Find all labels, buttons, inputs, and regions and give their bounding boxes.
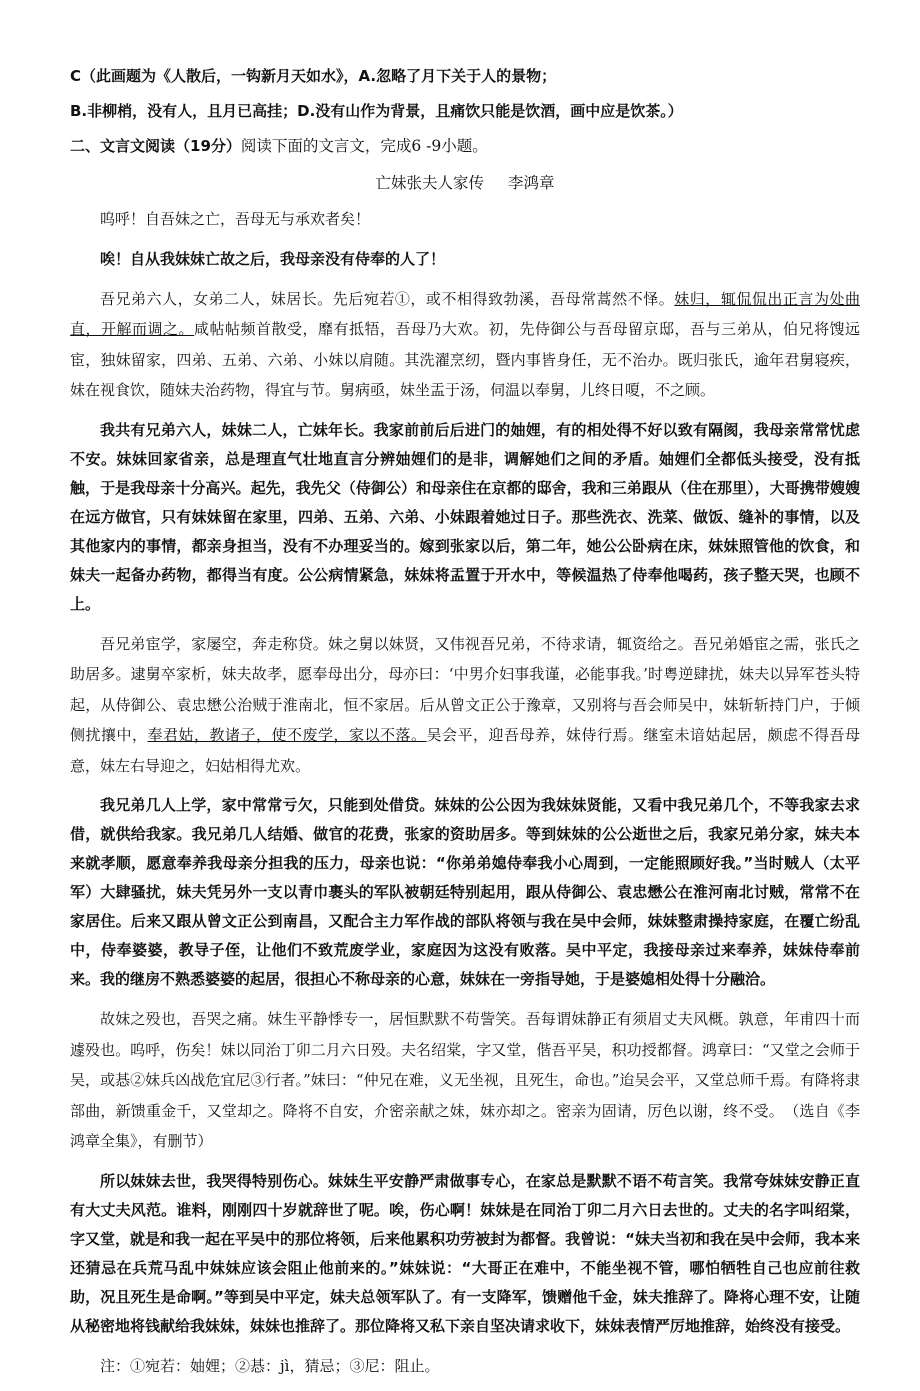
classical-text: 吴会平，迎吾母养，妹侍行焉。继室未谙姑起居，颇虑不得吾母意，妹左右导迎之，妇姑相得尤欢。 xyxy=(70,726,860,775)
classical-text: 故妹之殁也，吾哭之痛。妹生平静悸专一，居恒默默不苟訾笑。吾每谓妹静正有须眉丈夫风概。孰意，年甫四十而遽殁也。呜呼，伤矣！妹以同治丁卯二月六日殁。夫名绍棠，字又堂，偕吾平吴，积功授都督。鸿章曰：“又堂之会师于吴，或惎②妹兵凶战危宜尼③行者。”妹曰：“仲兄在难，义无坐视，且死生，命也。”迨吴会平，又堂总师千焉。有降将隶部曲，新馈重金千，又堂却之。降将不自安，介密亲献之妹，妹亦却之。密亲为固请，厉色以谢，终不受。 xyxy=(70,1010,860,1120)
article-title-text: 亡妹张夫人家传 xyxy=(375,174,484,192)
translation-paragraph-2: 我共有兄弟六人，妹妹二人，亡妹年长。我家前前后后进门的妯娌，有的相处得不好以致有隔阂，我母亲常常忧虑不安。妹妹回家省亲，总是理直气壮地直言分辨妯娌们的是非，调解她们之间的矛盾。妯娌们全都低头接受，没有抵触，于是我母亲十分高兴。起先，我先父（侍御公）和母亲住在京都的邸舍，我和三弟跟从（住在那里），大哥携带嫂嫂在远方做官，只有妹妹留在家里，四弟、五弟、六弟、小妹跟着她过日子。那些洗衣、洗菜、做饭、缝补的事情，以及其他家内的事情，都亲身担当，没有不办理妥当的。嫁到张家以后，第二年，她公公卧病在床，妹妹照管他的饮食，和妹夫一起备办药物，都得当有度。公公病情紧急，妹妹将盂置于开水中，等候温热了侍奉他喝药，孩子整天哭，也顾不上。 xyxy=(70,420,860,613)
classical-text: 吾兄弟六人，女弟二人，妹居长。先后宛若①，或不相得致勃溪，吾母常蒿然不怿。 xyxy=(100,289,675,308)
underlined-sentence: 妹归，辄侃侃出正言为处曲直，开解而调之。 xyxy=(70,289,860,338)
answer-line-2: B.非柳梢，没有人，且月已高挂；D.没有山作为背景，且痛饮只能是饮酒，画中应是饮茶。） xyxy=(70,102,683,120)
document-page xyxy=(70,62,860,1391)
classical-paragraph-4 xyxy=(70,1004,860,1157)
section-heading: 二、文言文阅读（19分） xyxy=(70,137,241,155)
classical-paragraph-1: 呜呼！自吾妹之亡，吾母无与承欢者矣！ xyxy=(100,210,371,228)
classical-paragraph-3 xyxy=(70,629,860,782)
article-title xyxy=(70,169,860,198)
translation-paragraph-1: 唉！自从我妹妹亡故之后，我母亲没有侍奉的人了！ xyxy=(100,249,446,268)
classical-text: 咸帖帖频首散受，靡有抵牾，吾母乃大欢。初，先侍御公与吾母留京邸，吾与三弟从，伯兄将馊远宦，独妹留家，四弟、五弟、六弟、小妹以肩随。其洗濯烹纫，暨内事皆身任，无不治办。既归张氏，逾年君舅寝疾，妹在视食饮，随妹夫治药物，得宜与节。舅病亟，妹坐盂于汤，伺温以奉舅，儿终日嗄，不之顾。 xyxy=(70,320,860,399)
underlined-sentence: 奉君姑，教诸子，使不废学，家以不落。 xyxy=(147,726,427,744)
section-instruction: 阅读下面的文言文，完成6 -9小题。 xyxy=(240,137,488,155)
answer-line-1: C（此画题为《人散后，一钩新月天如水》，A.忽略了月下关于人的景物； xyxy=(70,67,557,85)
classical-paragraph-2 xyxy=(70,284,860,406)
footnote: 注：①宛若：妯娌；②惎：jì，猜忌；③尼：阻止。 xyxy=(100,1356,440,1375)
source-citation: （选自《李鸿章全集》，有删节） xyxy=(70,1101,860,1150)
translation-paragraph-4: 所以妹妹去世，我哭得特别伤心。妹妹生平安静严肃做事专心，在家总是默默不语不苟言笑。我常夸妹妹安静正直有大丈夫风范。谁料，刚刚四十岁就辞世了呢。唉，伤心啊！妹妹是在同治丁卯二月六日去世的。丈夫的名字叫绍棠，字又堂，就是和我一起在平吴中的那位将领，后来他累积功劳被封为都督。我曾说：“妹夫当初和我在吴中会师，我本来还猜忌在兵荒马乱中妹妹应该会阻止他前来的。”妹妹说：“大哥正在难中，不能坐视不管，哪怕牺牲自己也应前往救助，况且死生是命啊。”等到吴中平定，妹夫总领军队了。有一支降军，馈赠他千金，妹夫推辞了。降将心理不安，让随从秘密地将钱献给我妹妹，妹妹也推辞了。那位降将又私下亲自坚决请求收下，妹妹表情严厉地推辞，始终没有接受。 xyxy=(70,1171,860,1335)
article-author: 李鸿章 xyxy=(508,174,555,192)
classical-text: 吾兄弟宦学，家屡空，奔走称贷。妹之舅以妹贤，又伟视吾兄弟，不待求请，辄资给之。吾兄弟婚宦之需，张氏之助居多。逮舅卒家析，妹夫故孝，愿奉母出分，母亦曰：‘中男介妇事我谨，必能事我。’时粤逆肆扰，妹夫以异军苍头特起，从侍御公、袁忠懋公治贼于淮南北，恒不家居。后从曾文正公于豫章，又别将与吾会师吴中，妹斩斩持门户，于倾侧扰攘中， xyxy=(70,634,860,744)
translation-paragraph-3: 我兄弟几人上学，家中常常亏欠，只能到处借贷。妹妹的公公因为我妹妹贤能，又看中我兄弟几个，不等我家去求借，就供给我家。我兄弟几人结婚、做官的花费，张家的资助居多。等到妹妹的公公逝世之后，我家兄弟分家，妹夫本来就孝顺，愿意奉养我母亲分担我的压力，母亲也说：“你弟弟媳侍奉我小心周到，一定能照顾好我。”当时贼人（太平军）大肆骚扰，妹夫凭另外一支以青巾裹头的军队被朝廷特别起用，跟从侍御公、袁忠懋公在淮河南北讨贼，常常不在家居住。后来又跟从曾文正公到南昌，又配合主力军作战的部队将领与我在吴中会师，妹妹整肃操持家庭，在覆亡纷乱中，侍奉婆婆，教导子侄，让他们不致荒废学业，家庭因为这没有败落。吴中平定，我接母亲过来奉养，妹妹侍奉前来。我的继房不熟悉婆婆的起居，很担心不称母亲的心意，妹妹在一旁指导她，于是婆媳相处得十分融洽。 xyxy=(70,796,860,988)
section-header xyxy=(70,132,860,161)
